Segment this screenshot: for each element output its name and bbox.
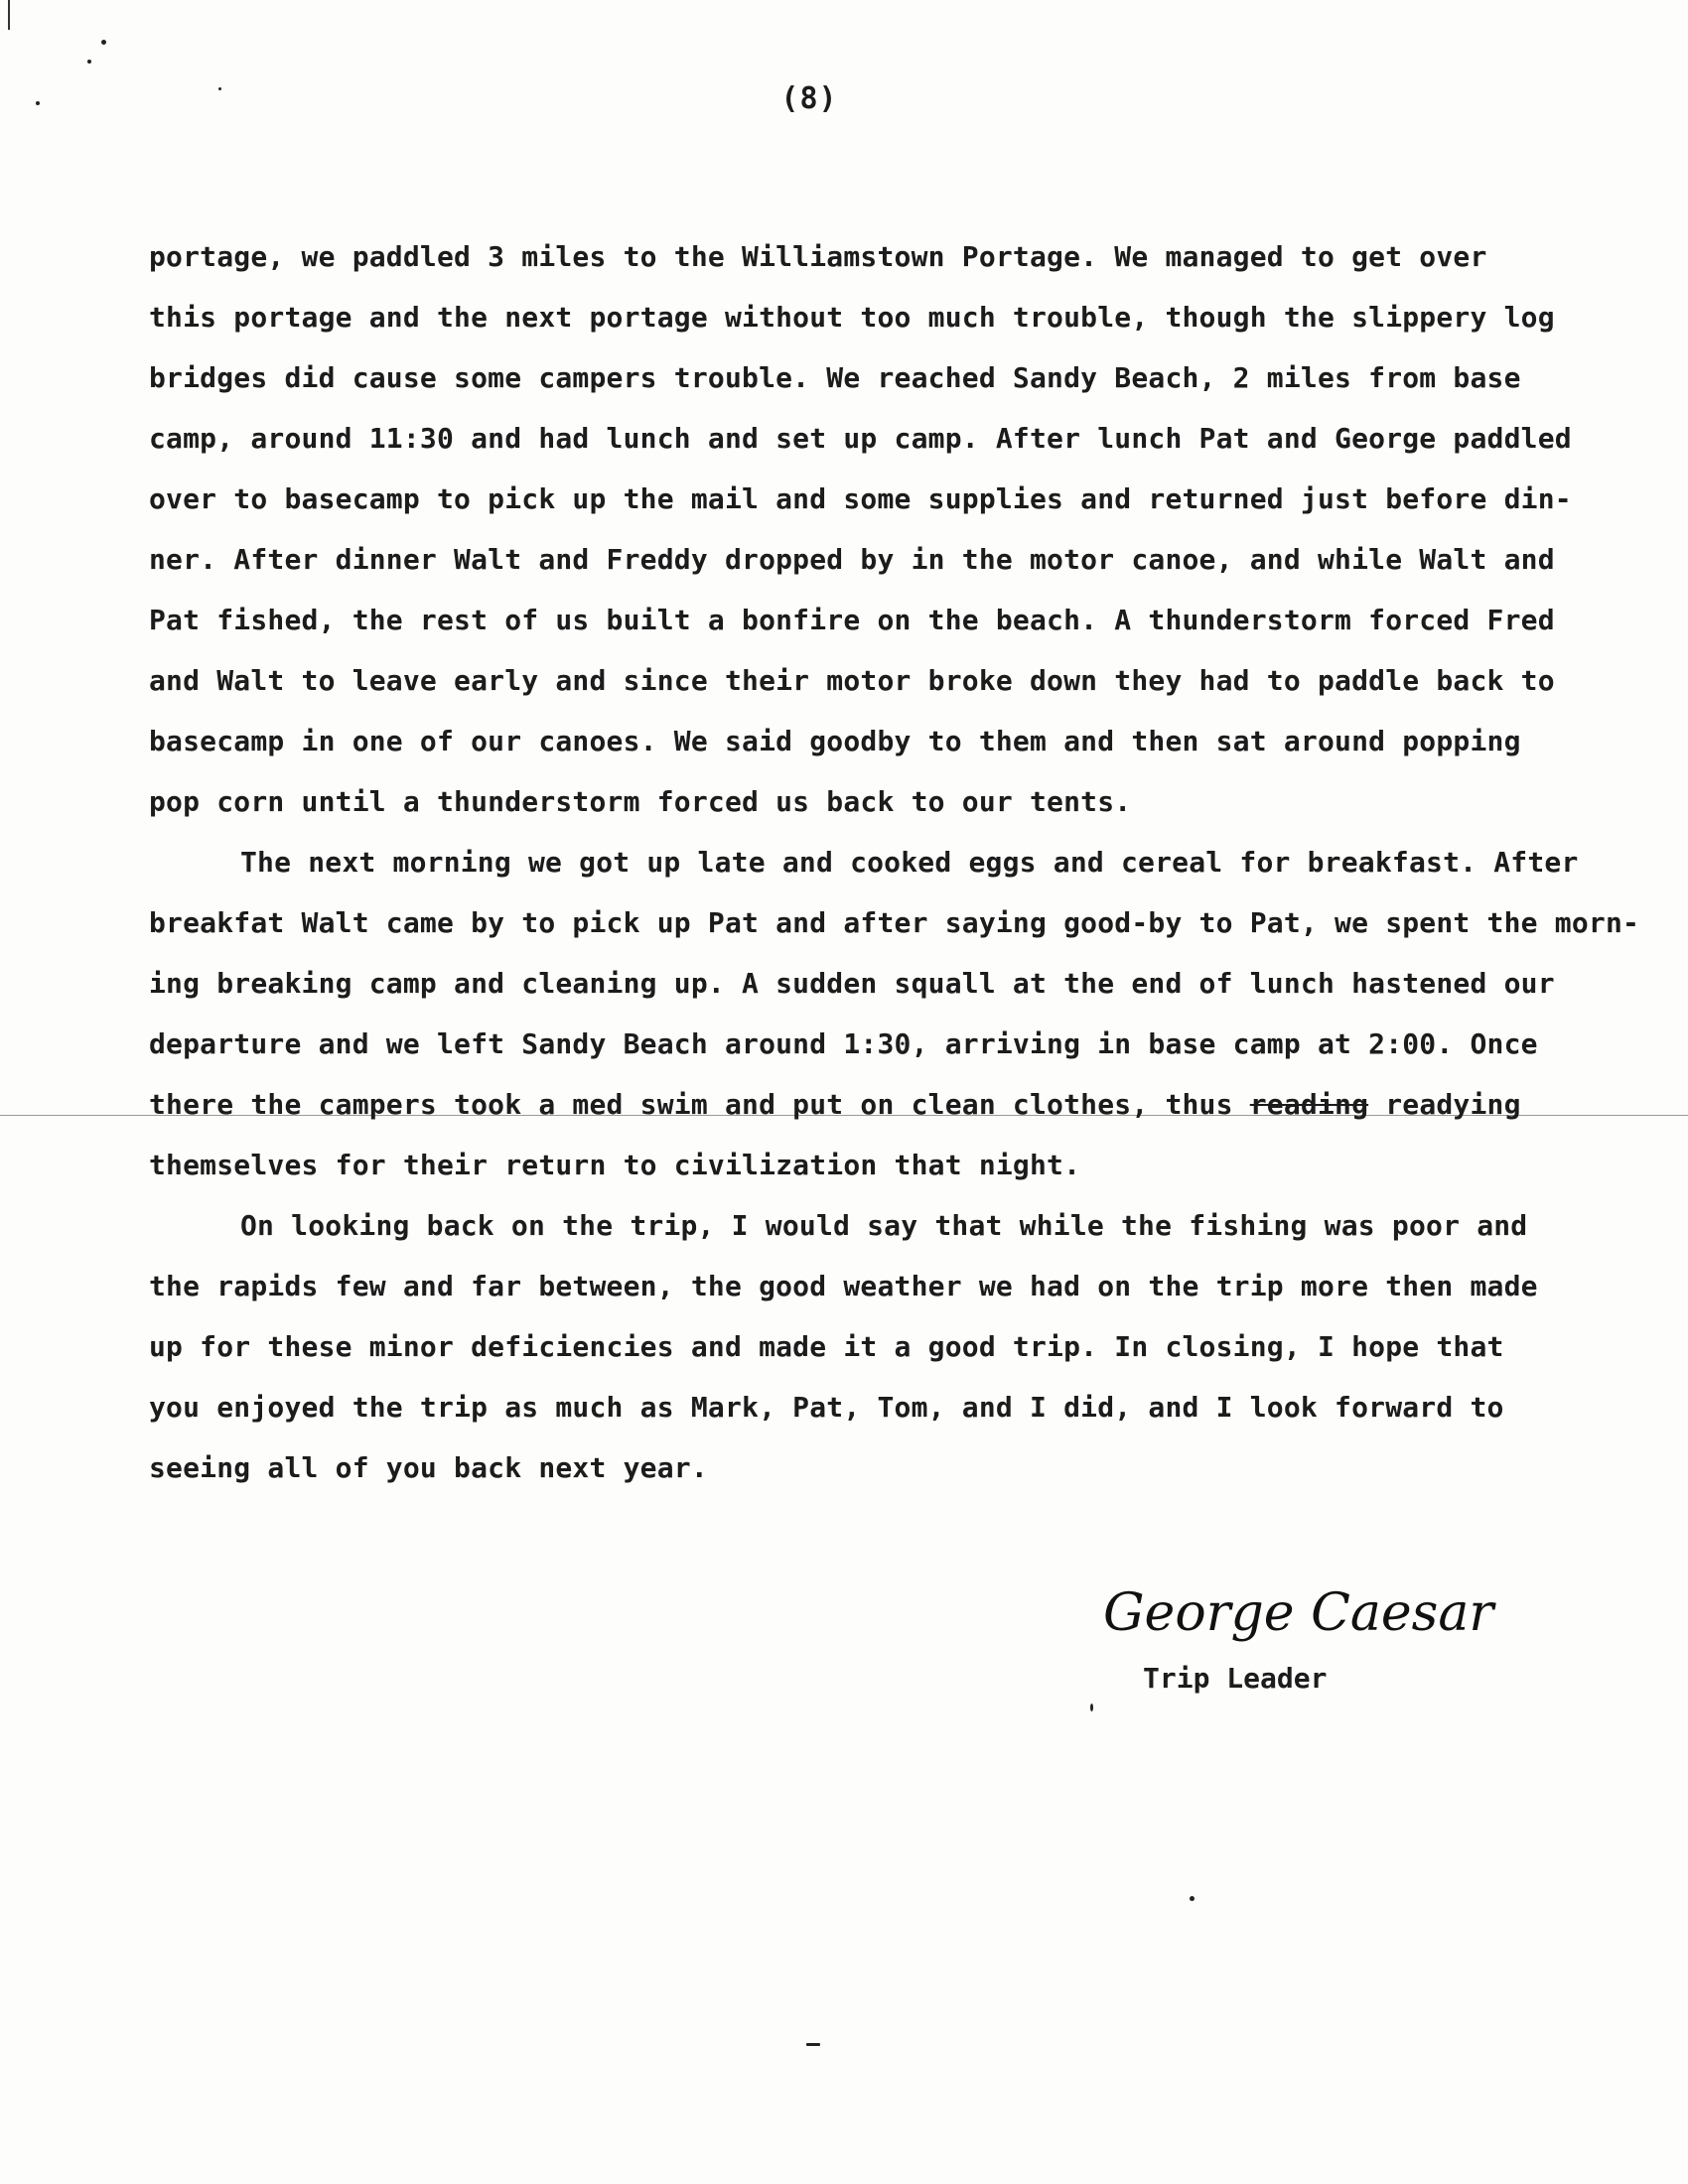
text-line: seeing all of you back next year. bbox=[149, 1451, 708, 1484]
text-line: On looking back on the trip, I would say that while the fishing was poor and bbox=[240, 1209, 1528, 1242]
handwritten-signature bbox=[1097, 1567, 1514, 1656]
signature-block bbox=[1097, 1567, 1514, 1695]
text-line: themselves for their return to civilization that night. bbox=[149, 1149, 1081, 1181]
text-line: you enjoyed the trip as much as Mark, Pat, Tom, and I did, and I look forward to bbox=[149, 1391, 1504, 1424]
text-line: up for these minor deficiencies and made it a good trip. In closing, I hope that bbox=[149, 1330, 1504, 1363]
text-line-with-strikeout bbox=[149, 1074, 1559, 1135]
signature-text: George Caesar bbox=[1103, 1583, 1494, 1643]
text-line: basecamp in one of our canoes. We said goodby to them and then sat around popping bbox=[149, 725, 1521, 757]
text-line: bridges did cause some campers trouble. We reached Sandy Beach, 2 miles from base bbox=[149, 361, 1521, 394]
text-line: portage, we paddled 3 miles to the Williamstown Portage. We managed to get over bbox=[149, 240, 1487, 273]
speck bbox=[1190, 1896, 1195, 1901]
speck bbox=[87, 60, 91, 64]
text-line: departure and we left Sandy Beach around 1:30, arriving in base camp at 2:00. Once bbox=[149, 1027, 1538, 1060]
struck-word: reading bbox=[1249, 1088, 1369, 1121]
text-line: there the campers took a med swim and put on clean clothes, thus reading readying bbox=[149, 1088, 1521, 1121]
text-line: Pat fished, the rest of us built a bonfire on the beach. A thunderstorm forced Fred bbox=[149, 604, 1555, 636]
signer-title: Trip Leader bbox=[1143, 1662, 1328, 1695]
text-line: the rapids few and far between, the good weather we had on the trip more then made bbox=[149, 1270, 1538, 1302]
speck bbox=[1090, 1704, 1093, 1711]
page-number: (8) bbox=[780, 81, 838, 116]
text-line: and Walt to leave early and since their motor broke down they had to paddle back to bbox=[149, 664, 1555, 697]
text-line: over to basecamp to pick up the mail and some supplies and returned just before din- bbox=[149, 482, 1572, 515]
text-line: breakfat Walt came by to pick up Pat and after saying good-by to Pat, we spent the morn- bbox=[149, 906, 1640, 939]
text-line: ner. After dinner Walt and Freddy dropped by in the motor canoe, and while Walt and bbox=[149, 543, 1555, 576]
text-line: pop corn until a thunderstorm forced us back to our tents. bbox=[149, 785, 1132, 818]
edge-mark bbox=[8, 0, 10, 30]
text-line: this portage and the next portage without too much trouble, though the slippery log bbox=[149, 301, 1555, 334]
speck bbox=[806, 2043, 820, 2046]
text-line: ing breaking camp and cleaning up. A sudden squall at the end of lunch hastened our bbox=[149, 967, 1555, 1000]
letter-body bbox=[149, 226, 1640, 1498]
text-line: The next morning we got up late and cooked eggs and cereal for breakfast. After bbox=[240, 846, 1579, 879]
speck bbox=[101, 40, 106, 45]
text-line: camp, around 11:30 and had lunch and set up camp. After lunch Pat and George paddled bbox=[149, 422, 1572, 455]
